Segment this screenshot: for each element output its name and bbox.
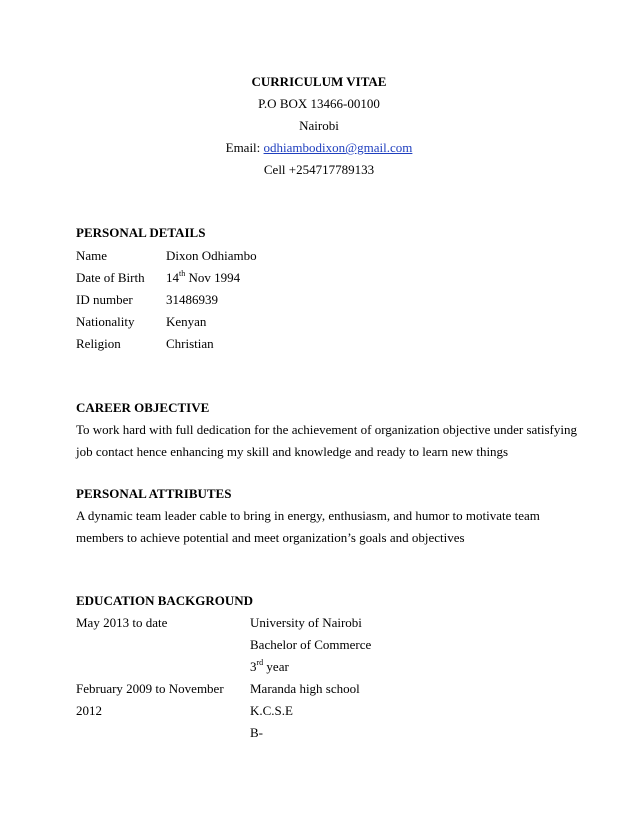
personal-details-heading: PERSONAL DETAILS [76, 225, 206, 240]
education-2-grade: B- [250, 725, 263, 740]
religion-label: Religion [76, 336, 121, 351]
nationality-label: Nationality [76, 314, 135, 329]
po-box: P.O BOX 13466-00100 [258, 96, 380, 111]
cell-phone: Cell +254717789133 [263, 162, 375, 177]
education-1-date: May 2013 to date [76, 615, 168, 630]
education-2-school: Maranda high school [250, 681, 360, 696]
personal-attributes-line-2: members to achieve potential and meet organization’s goals and objectives [76, 530, 465, 545]
personal-attributes-heading: PERSONAL ATTRIBUTES [76, 486, 232, 501]
id-number-label: ID number [76, 292, 133, 307]
education-1-school: University of Nairobi [250, 615, 362, 630]
email-link[interactable]: odhiambodixon@gmail.com [263, 140, 413, 155]
nationality-value: Kenyan [166, 314, 207, 329]
career-objective-line-2: job contact hence enhancing my skill and knowledge and ready to learn new things [76, 444, 509, 459]
career-objective-line-1: To work hard with full dedication for the achievement of organization objective under satisfying [76, 422, 578, 437]
personal-attributes-line-1: A dynamic team leader cable to bring in energy, enthusiasm, and humor to motivate team [76, 508, 540, 523]
dob-label: Date of Birth [76, 270, 145, 285]
city: Nairobi [299, 118, 339, 133]
id-number-value: 31486939 [166, 292, 218, 307]
name-value: Dixon Odhiambo [166, 248, 257, 263]
cv-title: CURRICULUM VITAE [251, 74, 387, 89]
email-line [0, 140, 638, 156]
education-1-year: 3rd year [250, 657, 289, 674]
education-heading: EDUCATION BACKGROUND [76, 593, 254, 608]
email-label: Email: [225, 140, 261, 155]
education-1-course: Bachelor of Commerce [250, 637, 372, 652]
education-2-date-line-1: February 2009 to November [76, 681, 224, 696]
career-objective-heading: CAREER OBJECTIVE [76, 400, 210, 415]
religion-value: Christian [166, 336, 214, 351]
education-2-date-line-2: 2012 [76, 703, 102, 718]
dob-value: 14th Nov 1994 [166, 268, 241, 285]
education-2-exam: K.C.S.E [250, 703, 293, 718]
name-label: Name [76, 248, 108, 263]
